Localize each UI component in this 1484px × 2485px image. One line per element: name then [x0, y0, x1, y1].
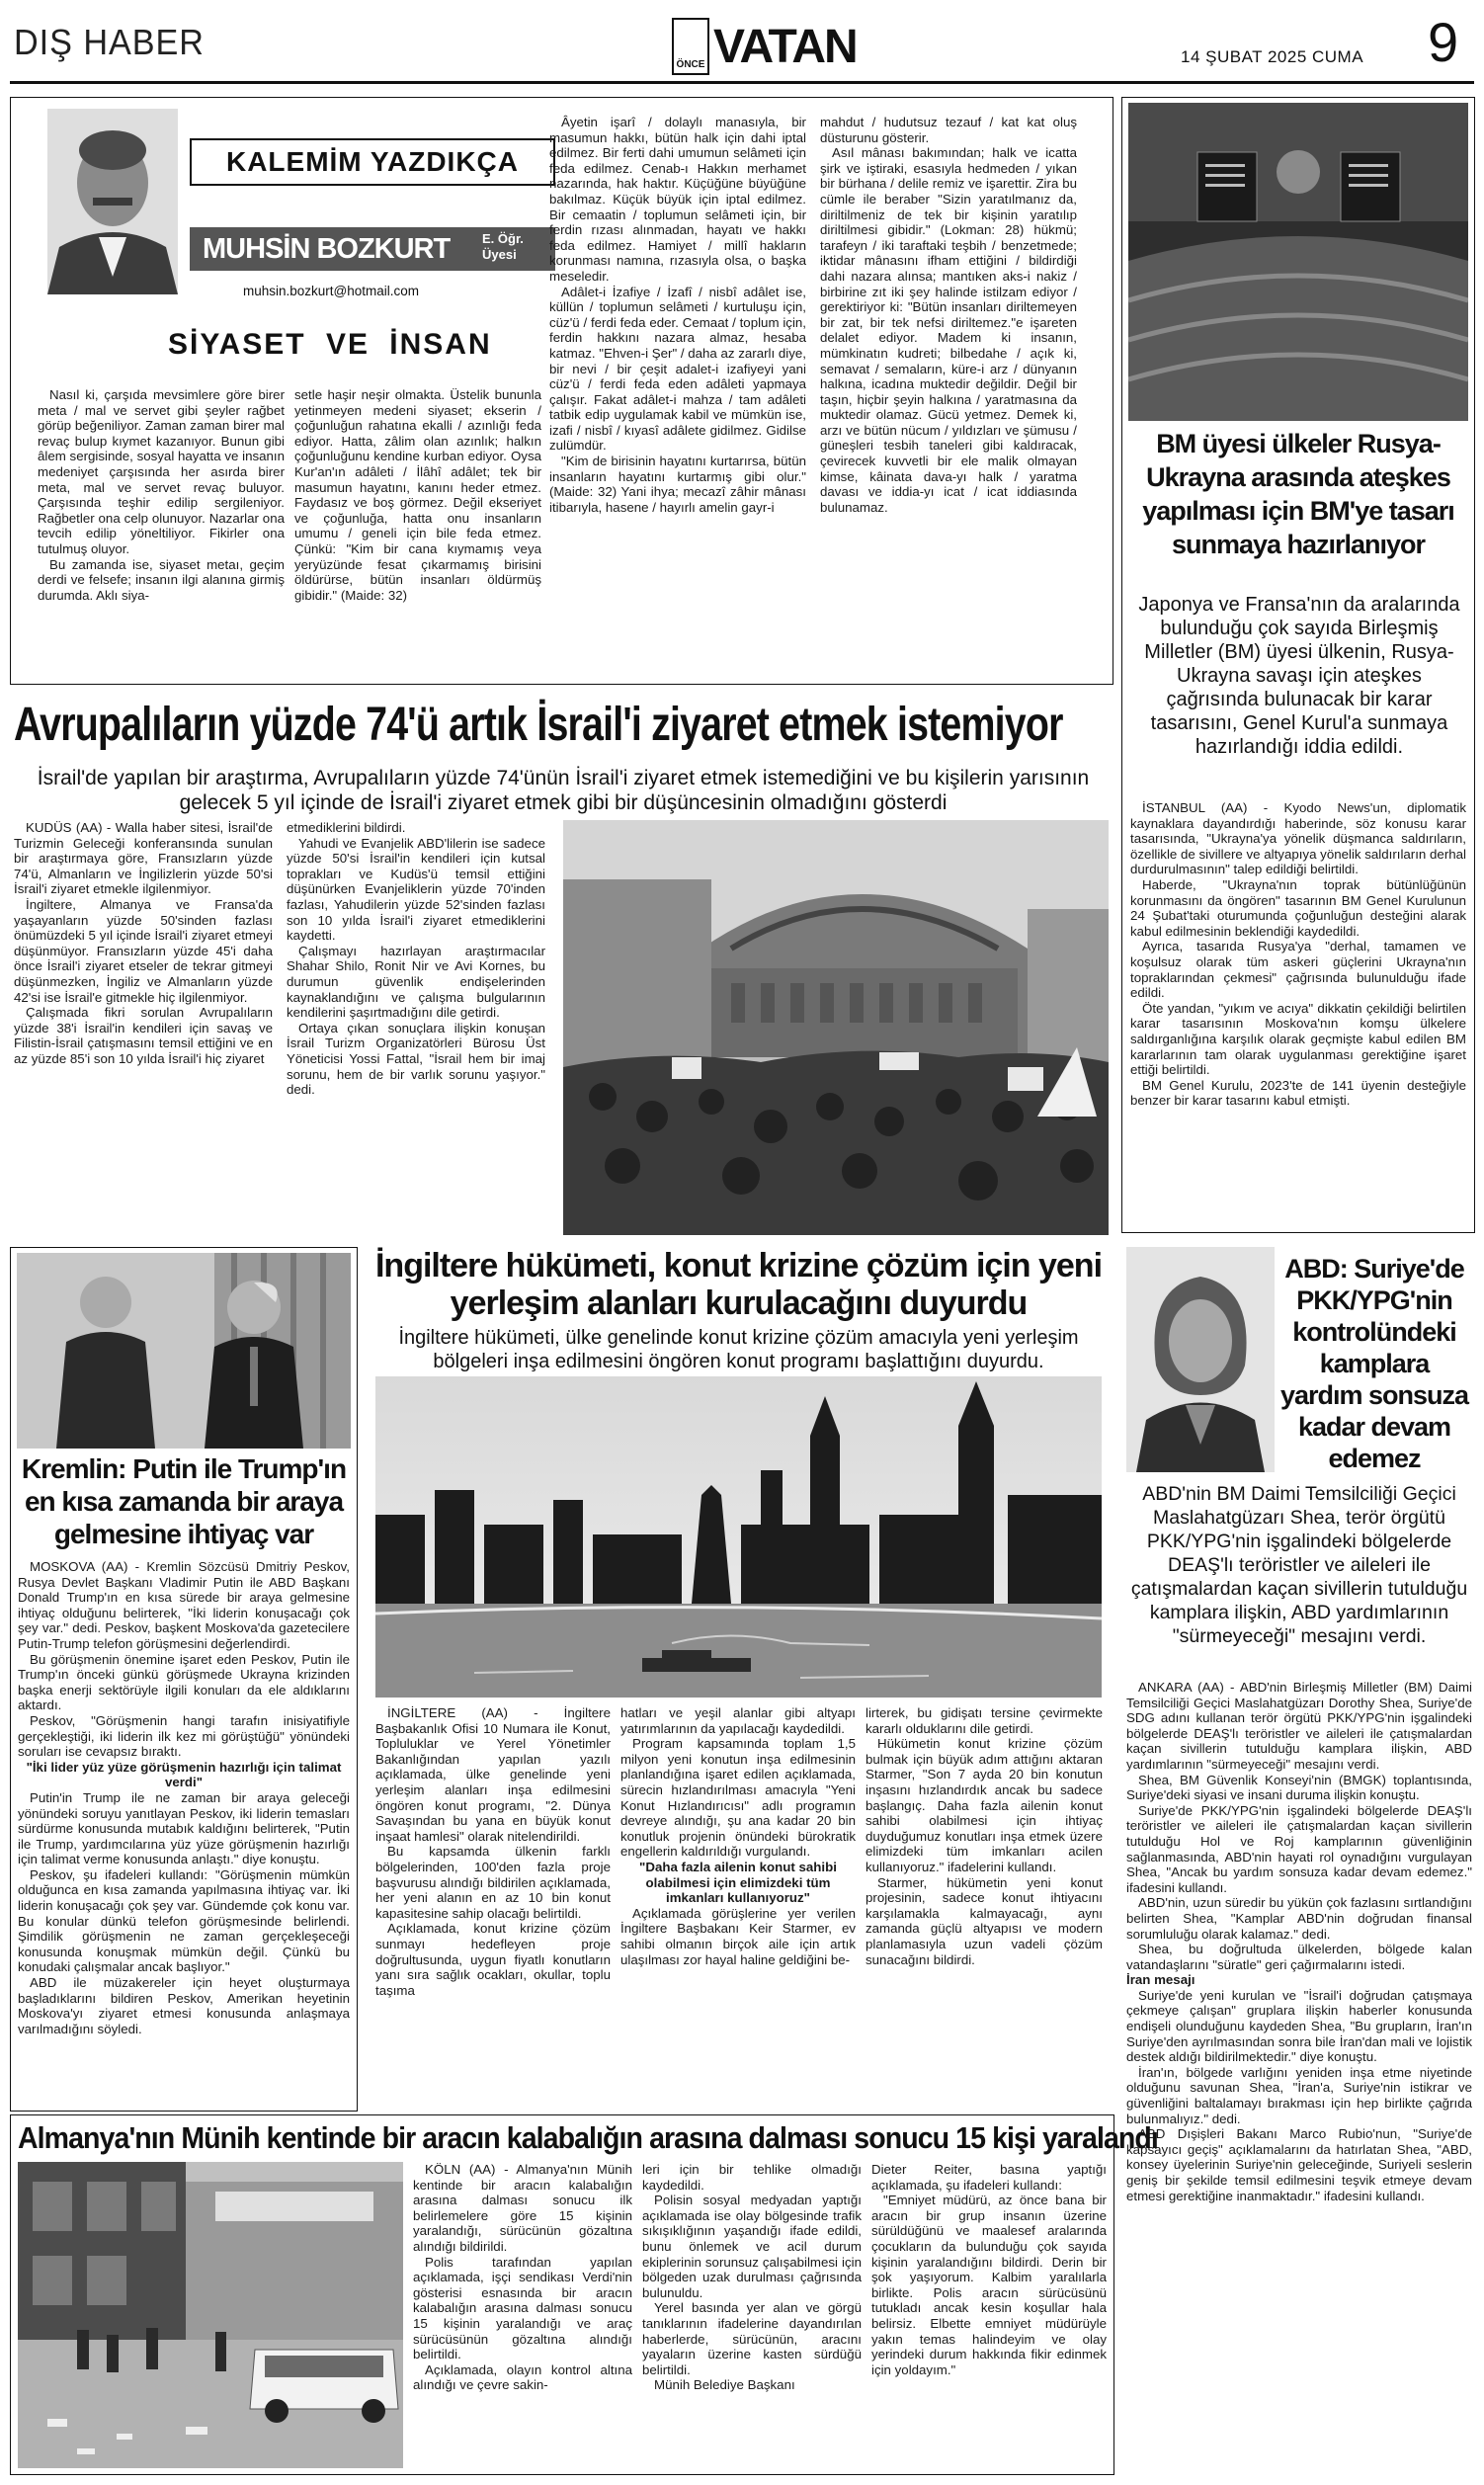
kremlin-text: MOSKOVA (AA) - Kremlin Sözcüsü Dmitriy Peskov, Rusya Devlet Başkanı Vladimir Putin ile ABD Başkanı Donald Trump'ın en kısa sürede bir araya gelmesine ihtiyaç olduğunu belirterek, "İki liderin konuşacağı çok şey var." dedi. Peskov, başkent Moskova'da gazetecilere Putin-Trump telefon görüşmesini değerlendirdi. Bu görüşmenin önemine işaret eden Peskov, Putin ile Trump'ın önceki günkü görüşmede Ukrayna krizinden başka enerji sektörüyle ilgili konuları da ele aldıklarını aktardı. Peskov, "Görüşmenin hangi tarafın inisiyatifiyle gerçekleştiği, iki liderin ilk kez mi görüştüğü" yönündeki soruları ise cevapsız bıraktı. "İki lider yüz yüze görüşmenin hazırlığı için talimat verdi" Putin'in Trump ile ne zaman bir araya geleceği yönündeki soruyu yanıtlayan Peskov, iki liderin temasları sürdürme konusunda mutabık kaldığını belirterek, "Putin ile Trump, yardımcılarına yüz yüze görüşmenin hazırlığı için talimat verme konusunda anlaştı." diye konuştu. Peskov, şu ifadeleri kullandı: "Görüşmenin mümkün olduğunca en kısa zamanda yapılmasına ihtiyaç var. İki liderin konuşacağı çok şey var. Gündemde çok konu var. Bu konular dünkü telefon görüşmesinde belirlendi. Şimdilik görüşmenin ne zaman gerçekleşeceği konusunda konuşmak mümkün değil. Çünkü bu konudaki çalışmalar ancak başlıyor." ABD ile müzakereler için heyet oluşturmaya başladıklarını bildiren Peskov, Amerikan heyetinin Moskova'yı ziyaret etmesi konusunda anlaşmaya varılmadığını söyledi.	[18, 1559, 350, 2036]
column-text-3: Âyetin işarî / dolaylı manasıyla, bir masumun hakkı, bütün halk için dahi iptal edilmez. Bir ferti dahi umumun selâmeti için feda edilmez. Cenab-ı Hakkın merhamet nazarında, hak haktır. Küçüğüne büyüğüne bakılmaz. Küçük büyük için iptal edilmez. Bir cemaatin / toplumun selâmeti için, bir ferdin rızası alınmadan, hayatı ve hakkı feda edilmez. Hamiyet / millî hakların korunması namına, rızasıyla olsa, o başka meseledir. Adâlet-i İzafiye / İzafî / nisbî adâlet ise, küllün / toplumun selâmeti / kurtuluşu için, cüz'ü / ferdi feda eder. Cemaat / toplum için, ferdin hakkını nazara almaz, hesaba katmaz. "Ehven-i Şer" / daha az zararlı diye, bir nevi / bir çeşit adalet-i izafiyeyi yani cüz'ü / ferdi feda eden adâleti yapmaya çalışır. Fakat adâlet-i mahza / tam adâleti tatbik edip uygulamak kabil ve mümkün ise, izafi / nisbî / kıyasî adâlete gidilmez. Gidilse zulümdür. "Kim de birisinin hayatını kurtarırsa, bütün insanların hayatını kurtarmış gibi olur." (Maide: 32) Yani ihya; mecazî zâhir mânası itibarıyla, hasene / hayırlı amelin gayr-i	[549, 115, 806, 515]
uk-headline: İngiltere hükümeti, konut krizine çözüm için yeni yerleşim alanları kurulacağını duyurdu	[374, 1247, 1103, 1322]
uk-text-1: İNGİLTERE (AA) - İngiltere Başbakanlık Ofisi 10 Numara ile Konut, Topluluklar ve Yerel Yönetimler Bakanlığından yapılan yazılı açıklamada, ülke genelinde yeni yerleşim alanları inşa edilmesini öngören konut programı, "2. Dünya Savaşından bu yana en büyük konut inşaat hamlesi" olarak nitelendirildi. Bu kapsamda ülkenin farklı bölgelerinden, 100'den fazla proje başvurusu alındığı bildirilen açıklamada, her yeni alanın en az 10 bin konut kapasitesine sahip olacağı belirtildi. Açıklamada, konut krizine çözüm sunmayı hedefleyen proje doğrultusunda, uygun fiyatlı konutların yanı sıra sağlık ocakları, okullar, toplu taşıma	[375, 1705, 611, 1998]
munich-headline: Almanya'nın Münih kentinde bir aracın kalabalığın arasına dalması sonucu 15 kişi yaralandı	[18, 2120, 1158, 2155]
un-text: İSTANBUL (AA) - Kyodo News'un, diplomatik kaynaklara dayandırdığı haberinde, söz konusu karar tasarısında, "Ukrayna'ya yönelik düşmanca saldırıların, özellikle de sivillere ve altyapıya yönelik saldırıların derhal durdurulmasının" talep edildiği belirtildi. Haberde, "Ukrayna'nın toprak bütünlüğünün korunmasını da öngören" tasarının BM Genel Kurulunun 24 Şubat'taki oturumunda çoğunluğun desteğini alarak kabul edilmesinin beklendiği kaydedildi. Ayrıca, tasarıda Rusya'ya "derhal, tamamen ve koşulsuz olarak tüm askeri güçlerini Ukrayna'nın topraklarından çekmesi" çağrısında bulunulduğu ifade edildi. Öte yandan, "yıkım ve acıya" dikkatin çekildiği belirtilen karar tasarısının Moskova'nın komşu ülkelere saldırganlığına karşılık olarak geçmişte kabul edilen BM kararlarının tam olarak uygulanması gerektiğine işaret ettiği belirtildi. BM Genel Kurulu, 2023'te de 141 üyenin desteğiyle benzer bir karar tasarını kabul etmişti.	[1130, 800, 1466, 1109]
putin-trump-photo	[17, 1253, 351, 1449]
un-headline: BM üyesi ülkeler Rusya-Ukrayna arasında ateşkes yapılması için BM'ye tasarı sunmaya hazırlanıyor	[1142, 429, 1454, 559]
header-rule	[10, 81, 1474, 84]
london-skyline-photo	[375, 1376, 1102, 1698]
munich-scene-photo	[18, 2162, 403, 2468]
masthead-logo	[672, 18, 857, 75]
series-title: KALEMİM YAZDIKÇA	[190, 138, 555, 186]
israel-text-1: KUDÜS (AA) - Walla haber sitesi, İsrail'de Turizmin Geleceği konferansında sunulan bir araştırmaya göre, Fransızların yüzde 74'ü, Almanların ve İngilizlerin yüzde 50'si İsrail'i ziyaret etmekle ilgilenmiyor. İngiltere, Almanya ve Fransa'da yaşayanların yüzde 50'sinden fazlası önümüzdeki 5 yıl içinde İsrail'i ziyaret etmeyi düşünmüyor. Fransızların yüzde 45'i daha önce İsrail'i ziyaret etseler de tekrar gitmeyi düşünmezken, İngiliz ve Almanların yüzde 42'si ise İsrail'e gitmekle hiç ilgilenmiyor. Çalışmada fikri sorulan Avrupalıların yüzde 38'i İsrail'in kendileri için savaş ve Filistin-İsrail çatışmasını temsil ettiğini ve en az yüzde 85'i son 10 yılda İsrail'i hiç ziyaret	[14, 820, 273, 1066]
section-title: DIŞ HABER	[14, 22, 205, 62]
un-subhead: Japonya ve Fransa'nın da aralarında bulunduğu çok sayıda Birleşmiş Milletler (BM) üyesi ülkenin, Rusya-Ukrayna savaşı için ateşkes çağrısında bulunacak bir karar tasarısını, Genel Kurul'a sunmaya hazırlandığı iddia edildi.	[1138, 594, 1460, 758]
pkk-headline: ABD: Suriye'de PKK/YPG'nin kontrolündeki kamplara yardım sonsuza kadar devam edemez	[1279, 1254, 1469, 1473]
pkk-subhead: ABD'nin BM Daimi Temsilciliği Geçici Maslahatgüzarı Shea, terör örgütü PKK/YPG'nin işgalindeki bölgelerde DEAŞ'lı teröristler ve aileleri ile çatışmalardan kaçan sivillerin tutulduğu kamplara ilişkin, ABD yardımlarının "sürmeyeceği" mesajını verdi.	[1130, 1483, 1468, 1647]
page-number: 9	[1428, 11, 1459, 73]
kremlin-headline: Kremlin: Putin ile Trump'ın en kısa zamanda bir araya gelmesine ihtiyaç var	[21, 1453, 347, 1549]
author-name: MUHSİN BOZKURT	[203, 233, 451, 265]
column-text-1: Nasıl ki, çarşıda mevsimlere göre birer meta / mal ve servet gibi şeyler rağbet görüp beğeniliyor. Zaman zaman birer mal revaç bulup kıymet kazanıyor. Bunun gibi âlem sergisinde, sosyal hayatta ve insanın medeniyet çarşısında her asırda birer meta, mal ve servet revaç buluyor. Çarşısında teşhir edilip sergileniyor. Rağbetler ona celp olunuyor. Nazarlar ona tevcih edilip yöneltiliyor. Fikirler ona tutulmuş oluyor. Bu zamanda ise, siyaset metaı, geçim derdi ve felsefe; insanın ilgi alanına girmiş durumda. Aklı siya-	[38, 387, 285, 603]
uk-text-3: lirterek, bu gidişatı tersine çevirmekte kararlı olduklarını dile getirdi. Hükümetin konut krizine çözüm bulmak için büyük adım attığını aktaran Starmer, "Son 7 ayda 20 bin konutun inşasını hızlandırdık ancak bu sadece başlangıç. Daha fazla ailenin konut sahibi olabilmesi için ihtiyaç duyduğumuz konutları inşa etmek üzere elimizdeki tüm imkanları acilen kullanıyoruz." ifadelerini kullandı. Starmer, hükümetin yeni konut projesinin, sadece konut ihtiyacını karşılamakla kalmayacağı, aynı zamanda güçlü altyapısı ve modern planlamasıyla uzun vadeli çözüm sunacağını bildirdi.	[866, 1705, 1103, 1967]
column-title: SİYASET VE İNSAN	[168, 328, 492, 361]
israel-headline: Avrupalıların yüzde 74'ü artık İsrail'i ziyaret etmek istemiyor	[14, 699, 1063, 751]
column-text-2: setle haşir neşir olmakta. Üstelik bununla yetinmeyen medeni siyaset; ekserin / çoğunluğun rahatına ekalli / azınlığı feda ediyor. Hatta, zâlim olan azınlık; halkın çoğunluğunu kendine kurban ediyor. Oysa Kur'an'ın adâleti / İlâhî adâlet; tek bir masumun hayatını, kanını heder etmez. Faydasız ve boş görmez. Değil ekseriyet ve çoğunluğa, hatta onu insanların umumu / geneli için bile feda etmez. Çünkü: "Kim bir cana kıymamış veya yeryüzünde fesat çıkarmamış birisini öldürürse, bütün insanları öldürmüş gibidir." (Maide: 32)	[294, 387, 541, 603]
israel-text-2: etmediklerini bildirdi. Yahudi ve Evanjelik ABD'lilerin ise sadece yüzde 50'si İsrail'in kendileri için kutsal toprakları ve Kudüs'ü temsil ettiğini düşünürken Evanjeliklerin yüzde 70'inden fazlası, Yahudilerin yüzde 52'sinden fazlası son 10 yılda İsrail'i ziyaret etmediklerini kaydetti. Çalışmayı hazırlayan araştırmacılar Shahar Shilo, Ronit Nir ve Avi Kornes, bu durumun güvenlik endişelerinden kaynaklandığını ve çalışma bulgularının kendilerini şaşırtmadığını dile getirdi. Ortaya çıkan sonuçlara ilişkin konuşan İsrail Turizm Organizatörleri Bürosu Üst Yöneticisi Yossi Fattal, "İsrail hem bir imaj sorunu, hem de bir varlık sorunu yaşıyor." dedi.	[287, 820, 545, 1098]
protest-photo	[563, 820, 1109, 1235]
munich-text-1: KÖLN (AA) - Almanya'nın Münih kentinde bir aracın kalabalığın arasına dalması sonucu ilk belirlemelere göre 15 kişinin yaralandığı, sürücünün gözaltına alındığı bildirildi. Polis tarafından yapılan açıklamada, işçi sendikası Verdi'nin gösterisi esnasında bir aracın kalabalığın arasına dalması sonucu 15 kişinin yaralandığı ve araç sürücüsünün gözaltına alındığı belirtildi. Açıklamada, olayın kontrol altına alındığı ve çevre sakin-	[413, 2162, 632, 2393]
munich-text-2: leri için bir tehlike olmadığı kaydedildi. Polisin sosyal medyadan yaptığı açıklamada ise olay bölgesinde trafik sıkışıklığının yaşandığı ifade edildi, bunu önlemek ve acil durum ekiplerinin sorunsuz çalışabilmesi için bölgeden uzak durulması çağrısında bulunuldu. Yerel basında yer alan ve görgü tanıklarının ifadelerine dayandırılan haberlerde, sürücünün, aracını yayaların üzerine kasten sürdüğü belirtildi. Münih Belediye Başkanı	[642, 2162, 862, 2393]
logo-badge: ÖNCE	[672, 18, 709, 75]
author-title: E. Öğr. Üyesi	[482, 231, 524, 262]
logo-text: VATAN	[713, 21, 857, 73]
uk-subhead: İngiltere hükümeti, ülke genelinde konut krizine çözüm amacıyla yeni yerleşim bölgeleri inşa edilmesini öngören konut programı başlattığını duyurdu.	[398, 1327, 1079, 1372]
issue-date: 14 ŞUBAT 2025 CUMA	[1181, 47, 1364, 66]
column-text-4: mahdut / hudutsuz tezauf / kat kat oluş düsturunu gösterir. Asıl mânası bakımından; halk ve icatta şirk ve iştiraki, esasıyla hedmeden / yıkan bir bürhana / delile remiz ve işarettir. Zira bu cümle ile beraber "Sizin yaratılmanız da, diriltilmeniz de tek bir kişinin yaratılıp diriltilmesi gibidir." (Lokman: 28) hükmü; tarafeyn / iki taraftaki teşbih / benzetmede; iktidar mânasını ifham ettiğini / bildirdiği dahi nazara alınsa; mantıken aks-i nakiz / birbirine zıt iki şey halinde istilzam ediyor / gerektiriyor ki: "Bütün insanları diriltemeyen bir zat, bir tek nefsi diriltemez."e işareten delalet ediyor. Madem ki insanın, mümkinatın kudreti; bilbedahe / açık ki, semavat / semaların, küre-i arz / dünyanın halkına, icadına muktedir değildir. Değil bir taşın, hiçbir şeyin halkına / yaratmasına da muktedir olamaz. Gücü yetmez. Demek ki, arzı ve bütün nücum / yıldızları ve şümusu / güneşleri tesbih taneleri gibi kaldıracak, çevirecek kuvvetli bir ele malik olmayan kimse, kâinata dava-yı halk / yaratma davası ve iddia-yı icat / icat iddiasında bulunamaz.	[820, 115, 1077, 515]
uk-text-2: hatları ve yeşil alanlar gibi altyapı yatırımlarının da yapılacağı kaydedildi. Program kapsamında toplam 1,5 milyon yeni konutun inşa edilmesinin planlandığına işaret edilen açıklamada, sürecin hızlandırılması amacıyla "Yeni Konut Hızlandırıcısı" adlı programın devreye alındığı, şu ana kadar 20 bin konutluk projenin önündeki bürokratik engellerin kaldırıldığı vurgulandı. "Daha fazla ailenin konut sahibi olabilmesi için elimizdeki tüm imkanları kullanıyoruz" Açıklamada görüşlerine yer verilen İngiltere Başbakanı Keir Starmer, ev sahibi olmanın birçok aile için artık ulaşılması zor hayal haline geldiğini be-	[620, 1705, 856, 1967]
author-photo	[47, 109, 178, 294]
israel-subhead: İsrail'de yapılan bir araştırma, Avrupalıların yüzde 74'ünün İsrail'i ziyaret etmek istemediğini ve bu kişilerin yarısının gelecek 5 yıl içinde de İsrail'i ziyaret etmek gibi bir düşüncesinin olmadığını gösterdi	[37, 767, 1090, 814]
shea-photo	[1126, 1247, 1275, 1472]
pkk-text: ANKARA (AA) - ABD'nin Birleşmiş Milletler (BM) Daimi Temsilciliği Geçici Maslahatgüzarı Dorothy Shea, Suriye'de SDG adını kullanan terör örgütü PKK/YPG'nin işgalindeki bölgelerde DEAŞ'lı teröristler ve aileleri ile çatışmalardan kaçan sivillerin tutulduğu kamplara ilişkin, ABD yardımlarının "sürmeyeceği" mesajını verdi. Shea, BM Güvenlik Konseyi'nin (BMGK) toplantısında, Suriye'deki siyasi ve insani duruma ilişkin konuştu. Suriye'de PKK/YPG'nin işgalindeki bölgelerde DEAŞ'lı teröristler ve aileleri ile çatışmalardan kaçan sivillerin tutulduğu Hol ve Roj kamplarının güvenliğinin sağlanmasında, ABD'nin hayati rol oynadığını vurgulayan Shea, "Ancak bu yardım sonsuza kadar devam edemez." ifadesini kullandı. ABD'nin, uzun süredir bu yükün çok fazlasını sırtlandığını belirten Shea, "Kamplar ABD'nin doğrudan finansal sorumluluğu olarak kalamaz." dedi. Shea, bu doğrultuda ülkelerden, bölgede kalan vatandaşlarını "süratle" geri çağırmalarını istedi. İran mesajı Suriye'de yeni kurulan ve "İsrail'i doğrudan çatışmaya çekmeye çalışan" gruplara ilişkin haberler konusunda endişeli olunduğunu kaydeden Shea, "Bu grupların, İran'ın Suriye'den ayrılmasından sonra bile İran'dan mali ve lojistik destek aldığı bildirilmektedir." diye konuştu. İran'ın, bölgede varlığını yeniden inşa etme niyetinde olduğunu savunan Shea, "İran'a, Suriye'nin istikrar ve güvenliğini baltalamayı bırakması için hep birlikte çağrıda bulunmalıyız." dedi. ABD Dışişleri Bakanı Marco Rubio'nun, "Suriye'de kapsayıcı geçiş" açıklamalarını da hatırlatan Shea, "ABD, konsey üyelerinin Suriye'nin geleceğinde, Suriyeli seslerin geniş bir şekilde temsil edilmesini teşvik etmeye devam etmesi gerektiğine inanmaktadır." ifadesini kullandı.	[1126, 1680, 1472, 2203]
author-email: muhsin.bozkurt@hotmail.com	[243, 284, 420, 298]
un-assembly-photo	[1128, 103, 1468, 421]
munich-text-3: Dieter Reiter, basına yaptığı açıklamada, şu ifadeleri kullandı: "Emniyet müdürü, az önce bana bir aracın bir grup insanın üzerine sürüldüğünü ve maalesef aralarında çocukların da bulunduğu çok sayıda kişinin yaralandığını bildirdi. Derin bir şok yaşıyorum. Kalbim yaralılarla birlikte. Polis aracın sürücüsünü tutukladı ancak kesin koşullar hala belirsiz. Elbette emniyet müdürüyle yakın temas halindeyim ve olay yerindeki durum hakkında fikir edinmek için yoldayım."	[871, 2162, 1107, 2377]
